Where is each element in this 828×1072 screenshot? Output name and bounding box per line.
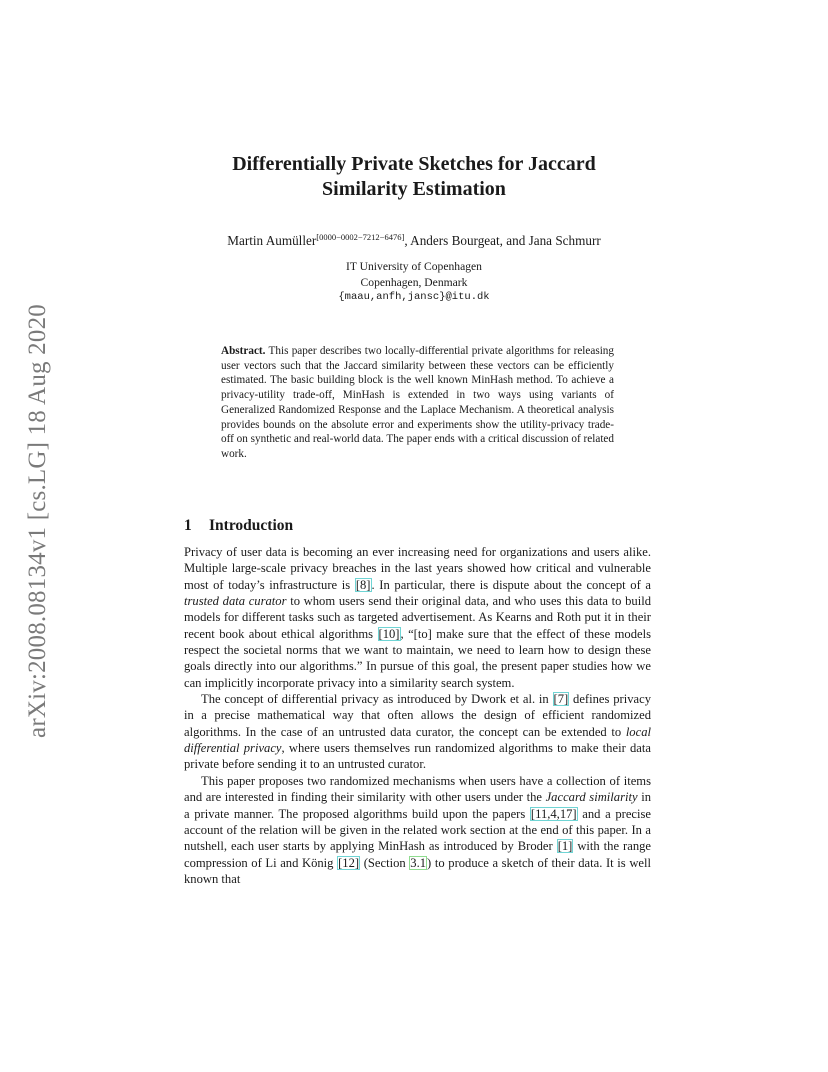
abstract-label: Abstract. <box>221 345 266 357</box>
email-address: {maau,anfh,jansc}@itu.dk <box>338 291 490 303</box>
arxiv-side-stamp <box>18 283 58 758</box>
author-name-first: Martin Aumüller <box>227 233 317 248</box>
p1-text-d: , “[to] make sure that the effect of these models respect the societal norms that we want to maintain, we need to learn how to design these goals directly into our algorithms.” In pursue of this goal, the present paper studies how we can implicitly incorporate privacy into a similarity search system. <box>184 626 651 690</box>
p2-text-b: defines privacy in a precise mathematical way that often allows the design of efficient randomized algorithms. In the case of an untrusted data curator, the concept can be extended to <box>184 692 651 739</box>
affiliation-block <box>200 259 628 306</box>
citation-link[interactable]: [7] <box>553 692 569 707</box>
p2-emphasis: local differential privacy <box>184 724 651 756</box>
p3-text-d: with the range compression of Li and König <box>184 839 651 870</box>
section-link[interactable]: 3.1 <box>410 855 427 870</box>
citation-link[interactable]: [11,4,17] <box>530 806 577 821</box>
p3-text-b: in a private manner. The proposed algorithms build upon the papers <box>184 790 651 821</box>
author-names-rest: , Anders Bourgeat, and Jana Schmurr <box>404 233 601 248</box>
paragraph-1 <box>184 544 651 691</box>
p1-text-b: . In particular, there is dispute about the concept of a <box>371 577 651 592</box>
title-line-1: Differentially Private Sketches for Jaccard <box>232 153 596 175</box>
orcid-id[interactable]: [0000−0002−7212−6476] <box>316 232 405 242</box>
paragraph-2 <box>184 691 651 773</box>
citation-link[interactable]: [8] <box>355 577 371 592</box>
section-number: 1 <box>184 517 192 534</box>
location: Copenhagen, Denmark <box>360 275 468 289</box>
title-line-2: Similarity Estimation <box>322 178 506 200</box>
citation-link[interactable]: [12] <box>338 855 360 870</box>
section-heading <box>184 516 293 536</box>
p3-text-f: ) to produce a sketch of their data. It is well known that <box>184 855 651 886</box>
paragraph-3 <box>184 773 651 887</box>
p1-emphasis: trusted data curator <box>184 594 287 609</box>
p3-text-a: This paper proposes two randomized mechanisms when users have a collection of items and are interested in finding their similarity with other users under the <box>184 773 651 805</box>
section-title: Introduction <box>209 517 294 534</box>
abstract <box>221 344 614 462</box>
p2-text-c: , where users themselves run randomized algorithms to make their data private before sending it to an untrusted curator. <box>184 741 651 772</box>
author-list <box>120 229 708 249</box>
citation-link[interactable]: [10] <box>378 626 400 641</box>
citation-link[interactable]: [1] <box>557 839 573 854</box>
p1-text-c: to whom users send their original data, and who uses this data to build models for different tasks such as targeted advertisement. As Kearns and Roth put it in their recent book about ethical algorithms <box>184 594 651 641</box>
institution: IT University of Copenhagen <box>346 260 482 273</box>
p2-text-a: The concept of differential privacy as introduced by Dwork et al. in <box>201 692 553 707</box>
p3-emphasis: Jaccard similarity <box>545 790 638 805</box>
body-text <box>184 544 651 887</box>
paper-title <box>150 152 678 202</box>
arxiv-identifier[interactable]: arXiv:2008.08134v1 [cs.LG] 18 Aug 2020 <box>24 303 52 738</box>
abstract-text: This paper describes two locally-differential private algorithms for releasing user vectors such that the Jaccard similarity between these vectors can be efficiently estimated. The basic building block is the well known MinHash method. To achieve a privacy-utility trade-off, MinHash is extended in two ways using variants of Generalized Randomized Response and the Laplace Mechanism. A theoretical analysis provides bounds on the absolute error and experiments show the utility-privacy trade-off on synthetic and real-world data. The paper ends with a critical discussion of related work. <box>221 345 614 460</box>
p3-text-e: (Section <box>360 855 410 870</box>
p3-text-c: and a precise account of the relation will be given in the related work section at the end of this paper. In a nutshell, each user starts by applying MinHash as introduced by Broder <box>184 806 651 854</box>
p1-text-a: Privacy of user data is becoming an ever increasing need for organizations and users alike. Multiple large-scale privacy breaches in the last years showed how critical and vulnerable most of today’s infrastructure is <box>184 545 651 592</box>
